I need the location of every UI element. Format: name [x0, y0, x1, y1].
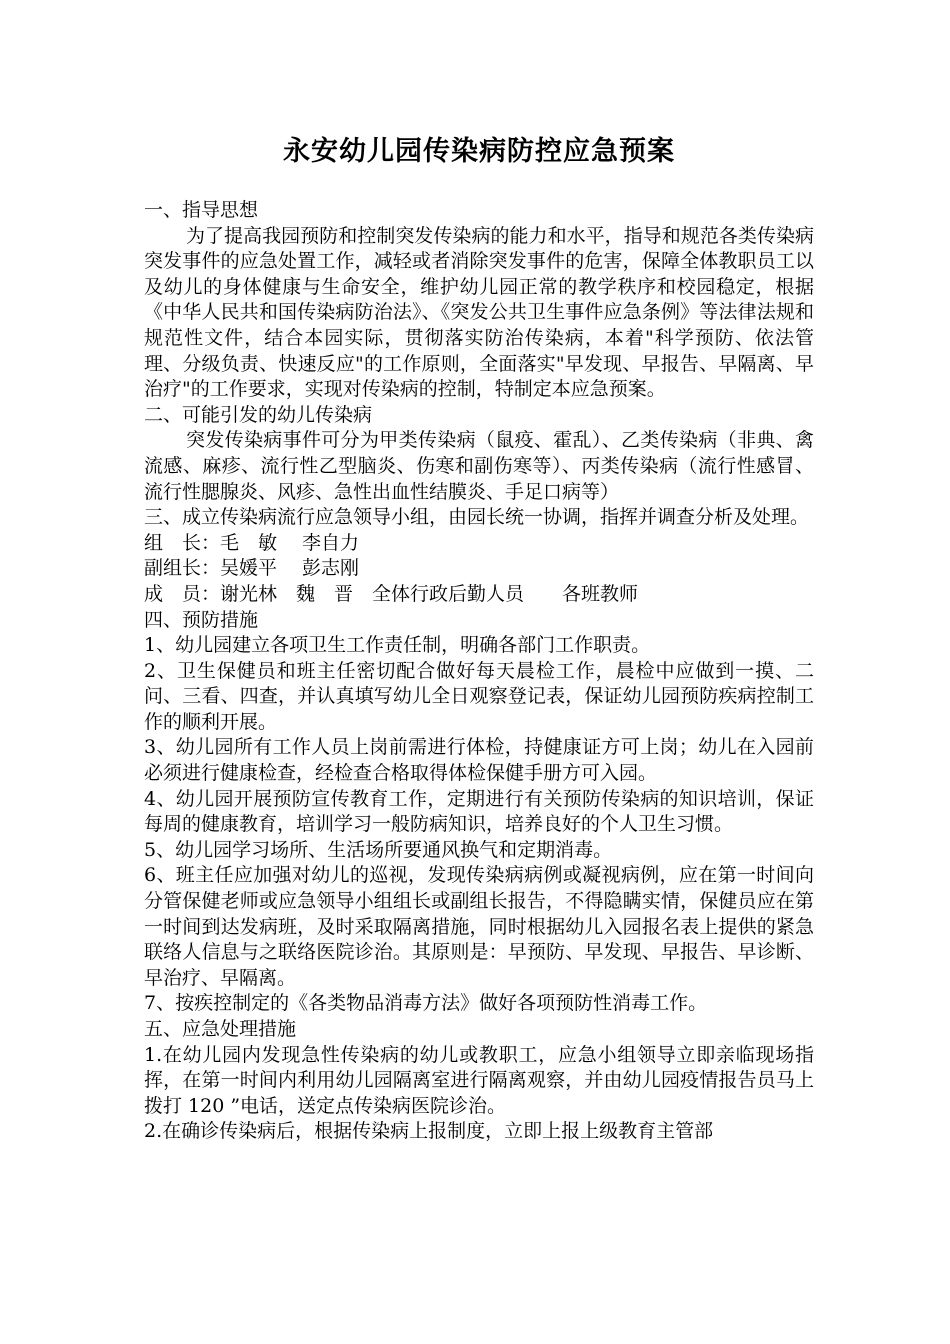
paragraph: 2.在确诊传染病后，根据传染病上报制度，立即上报上级教育主管部: [144, 1120, 714, 1143]
paragraph: 副组长：吴媛平 彭志刚: [144, 557, 360, 580]
paragraph: 一、指导思想: [144, 199, 259, 221]
paragraph: 3、幼儿园所有工作人员上岗前需进行体检，持健康证方可上岗；幼儿在入园前必须进行健康检查，经检查合格取得体检保健手册方可入园。: [144, 736, 814, 785]
paragraph: 四、预防措施: [144, 608, 259, 631]
paragraph: 5、幼儿园学习场所、生活场所要通风换气和定期消毒。: [144, 838, 613, 861]
paragraph: 成 员：谢光林 魏 晋 全体行政后勤人员 各班教师: [144, 582, 639, 605]
paragraph: 7、按疾控制定的《各类物品消毒方法》做好各项预防性消毒工作。: [144, 992, 708, 1015]
paragraph: 突发传染病事件可分为甲类传染病（鼠疫、霍乱）、乙类传染病（非典、禽流感、麻疹、流行性乙型脑炎、伤寒和副伤寒等）、丙类传染病（流行性感冒、流行性腮腺炎、风疹、急性出血性结膜炎、手足口病等）: [144, 429, 814, 503]
paragraph: 1.在幼儿园内发现急性传染病的幼儿或教职工，应急小组领导立即亲临现场指挥，在第一时间内利用幼儿园隔离室进行隔离观察，并由幼儿园疫情报告员马上拨打 120 ”电话，送定点传染病医院诊治。: [144, 1043, 814, 1117]
paragraph: 1、幼儿园建立各项卫生工作责任制，明确各部门工作职责。: [144, 634, 651, 657]
paragraph: 为了提高我园预防和控制突发传染病的能力和水平，指导和规范各类传染病突发事件的应急处置工作，减轻或者消除突发事件的危害，保障全体教职员工以及幼儿的身体健康与生命安全，维护幼儿园正常的教学秩序和校园稳定，根据《中华人民共和国传染病防治法》、《突发公共卫生事件应急条例》等法律法规和规范性文件，结合本园实际，贯彻落实防治传染病，本着"科学预防、依法管理、分级负责、快速反应"的工作原则，全面落实"早发现、早报告、早隔离、早治疗"的工作要求，实现对传染病的控制，特制定本应急预案。: [144, 224, 814, 401]
paragraph: 五、应急处理措施: [144, 1018, 297, 1040]
paragraph: 组 长：毛 敏 李自力: [144, 531, 360, 554]
paragraph: 三、成立传染病流行应急领导小组，由园长统一协调，指挥并调查分析及处理。: [144, 506, 810, 529]
document-body: [144, 198, 814, 1145]
page-title: 永安幼儿园传染病防控应急预案: [283, 136, 675, 167]
paragraph: 6、班主任应加强对幼儿的巡视，发现传染病病例或凝视病例，应在第一时间向分管保健老师或应急领导小组组长或副组长报告，不得隐瞒实情，保健员应在第一时间到达发病班，及时采取隔离措施，同时根据幼儿入园报名表上提供的紧急联络人信息与之联络医院诊治。其原则是：早预防、早发现、早报告、早诊断、早治疗、早隔离。: [144, 864, 814, 989]
paragraph: 2、卫生保健员和班主任密切配合做好每天晨检工作，晨检中应做到一摸、二问、三看、四查，并认真填写幼儿全日观察登记表，保证幼儿园预防疾病控制工作的顺利开展。: [144, 659, 814, 733]
paragraph: 4、幼儿园开展预防宣传教育工作，定期进行有关预防传染病的知识培训，保证每周的健康教育，培训学习一般防病知识，培养良好的个人卫生习惯。: [144, 787, 814, 836]
paragraph: 二、可能引发的幼儿传染病: [144, 403, 373, 426]
